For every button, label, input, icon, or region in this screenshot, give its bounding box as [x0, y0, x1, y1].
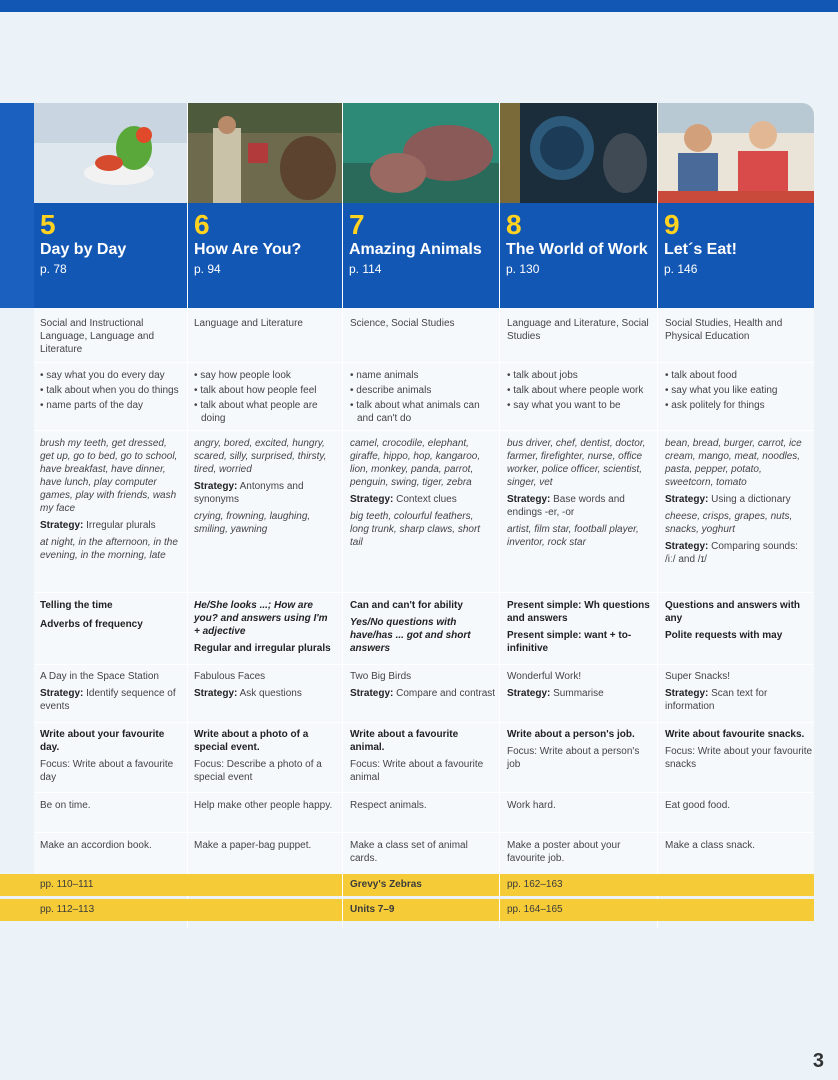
reading-cell: [350, 670, 496, 704]
reading-cell: [507, 670, 653, 704]
writing-task: Write about your favourite day.: [40, 729, 165, 753]
function-item: • talk about where people work: [507, 384, 653, 397]
unit-title: Day by Day: [40, 241, 127, 258]
writing-focus: Focus: Write about a favourite animal: [350, 759, 484, 783]
value-cell: Help make other people happy.: [194, 800, 333, 811]
strategy-text: Scan text for information: [665, 688, 768, 712]
function-item: • say what you want to be: [507, 399, 653, 412]
subject-cell: Language and Literature: [194, 318, 303, 329]
reading-title: Wonderful Work!: [507, 671, 582, 682]
vocab-cell: [350, 437, 494, 553]
writing-cell: [507, 728, 653, 775]
strategy-label: Strategy:: [40, 688, 84, 699]
unit-page: p. 114: [349, 262, 382, 276]
vocab-cell: [665, 437, 809, 570]
unit-9-photo: [658, 103, 814, 203]
strategy-text: Ask questions: [239, 688, 302, 699]
project-cell: Make an accordion book.: [40, 840, 152, 851]
strategy-label: Strategy:: [194, 688, 238, 699]
unit-6-header: [188, 203, 342, 308]
unit-number: 8: [506, 209, 522, 240]
strategy-text: Base words and endings -er, -or: [507, 494, 625, 518]
strategy-text: Using a dictionary: [711, 494, 791, 505]
grammar-point: Present simple: want + to- infinitive: [507, 630, 632, 654]
functions-cell: [350, 369, 492, 427]
functions-cell: [665, 369, 809, 414]
strategy-label: Strategy:: [665, 494, 709, 505]
writing-task: Write about a person's job.: [507, 729, 635, 740]
functions-cell: [507, 369, 653, 414]
writing-focus: Focus: Write about a favourite day: [40, 759, 174, 783]
unit-9-header: [658, 203, 814, 308]
review-pages: pp. 110–111: [40, 879, 94, 890]
grammar-point: Questions and answers with any: [665, 600, 801, 624]
row-divider: [34, 722, 814, 723]
unit-7-photo: [343, 103, 500, 203]
vocab-words: bean, bread, burger, carrot, ice cream, mango, meat, noodles, pasta, pepper, potato, sweetcorn, tomato: [665, 438, 802, 488]
row-divider: [34, 592, 814, 593]
strategy-label: Strategy:: [507, 494, 551, 505]
unit-6-photo: [188, 103, 343, 203]
value-cell: Eat good food.: [665, 800, 731, 811]
strategy-text: Summarise: [553, 688, 604, 699]
strategy-label: Strategy:: [665, 541, 709, 552]
vocab-cell: [40, 437, 182, 566]
grammar-cell: [507, 599, 653, 659]
strategy-label: Strategy:: [194, 481, 238, 492]
subject-cell: Social Studies, Health and Physical Education: [665, 318, 783, 342]
unit-number: 7: [349, 209, 365, 240]
unit-number: 5: [40, 209, 56, 240]
unit-page: p. 130: [506, 262, 540, 276]
writing-focus: Focus: Write about your favourite snacks: [665, 746, 813, 770]
unit-number: 6: [194, 209, 210, 240]
vocab-cell: [194, 437, 336, 540]
review-title: Units 7–9: [350, 904, 395, 915]
strategy-text: Comparing sounds: /iː/ and /ɪ/: [665, 541, 798, 565]
grammar-cell: [350, 599, 494, 659]
function-item: • talk about how people feel: [194, 384, 336, 397]
strategy-text: Antonyms and synonyms: [194, 481, 304, 505]
function-item: • say what you like eating: [665, 384, 809, 397]
writing-cell: [665, 728, 813, 775]
column-divider: [499, 874, 500, 921]
writing-task: Write about favourite snacks.: [665, 729, 805, 740]
vocab-words-extra: artist, film star, football player, inventor, rock star: [507, 524, 639, 548]
unit-page: p. 78: [40, 262, 67, 276]
row-divider: [34, 430, 814, 431]
reading-cell: [194, 670, 336, 704]
vocab-words-extra: cheese, crisps, grapes, nuts, snacks, yoghurt: [665, 511, 793, 535]
row-divider: [34, 792, 814, 793]
reading-cell: [665, 670, 809, 717]
writing-focus: Focus: Describe a photo of a special event: [194, 759, 322, 783]
unit-page: p. 94: [194, 262, 221, 276]
reading-title: Super Snacks!: [665, 671, 731, 682]
strategy-text: Compare and contrast: [396, 688, 496, 699]
function-item: • name parts of the day: [40, 399, 182, 412]
strategy-text: Identify sequence of events: [40, 688, 176, 712]
writing-focus: Focus: Write about a person's job: [507, 746, 640, 770]
grammar-point: Present simple: Wh questions and answers: [507, 600, 650, 624]
subject-cell: Science, Social Studies: [350, 318, 455, 329]
function-item: • talk about what people are doing: [194, 399, 336, 425]
vocab-words-extra: at night, in the afternoon, in the evening, in the morning, late: [40, 537, 178, 561]
function-item: • talk about what animals can and can't do: [350, 399, 492, 425]
reading-title: Fabulous Faces: [194, 671, 266, 682]
strategy-label: Strategy:: [40, 520, 84, 531]
function-item: • say how people look: [194, 369, 336, 382]
subject-cell: Language and Literature, Social Studies: [507, 318, 649, 342]
unit-5-photo: [34, 103, 188, 203]
column-divider: [657, 103, 658, 928]
review-row: [0, 899, 814, 921]
subject-cell: Social and Instructional Language, Language and Literature: [40, 318, 155, 355]
unit-title: Let´s Eat!: [664, 241, 737, 258]
strategy-label: Strategy:: [350, 494, 394, 505]
writing-cell: [350, 728, 494, 788]
strategy-text: Irregular plurals: [86, 520, 156, 531]
column-divider: [342, 874, 343, 921]
reading-title: A Day in the Space Station: [40, 671, 159, 682]
unit-5-header: [34, 203, 187, 308]
vocab-words: angry, bored, excited, hungry, scared, silly, surprised, thirsty, tired, worried: [194, 438, 327, 475]
vocab-words-extra: crying, frowning, laughing, smiling, yawning: [194, 511, 311, 535]
unit-8-header: [500, 203, 657, 308]
project-cell: Make a poster about your favourite job.: [507, 840, 621, 864]
function-item: • describe animals: [350, 384, 492, 397]
row-divider: [34, 362, 814, 363]
strategy-label: Strategy:: [665, 688, 709, 699]
left-blue-stripe: [0, 103, 34, 308]
grammar-point: Telling the time: [40, 600, 113, 611]
grammar-cell: [665, 599, 809, 646]
vocab-cell: [507, 437, 651, 553]
grammar-point: Polite requests with may: [665, 630, 783, 641]
strategy-label: Strategy:: [350, 688, 394, 699]
vocab-words: brush my teeth, get dressed, get up, go to bed, go to school, have breakfast, have dinner, have lunch, play computer games, play with friends, wash my face: [40, 438, 178, 514]
unit-7-header: [343, 203, 499, 308]
function-item: • talk about food: [665, 369, 809, 382]
project-cell: Make a class snack.: [665, 840, 756, 851]
project-cell: Make a class set of animal cards.: [350, 840, 468, 864]
function-item: • name animals: [350, 369, 492, 382]
writing-cell: [40, 728, 180, 788]
column-divider: [499, 103, 500, 928]
reading-cell: [40, 670, 182, 717]
grammar-point: He/She looks ...; How are you? and answers using I'm + adjective: [194, 600, 328, 637]
review-pages: pp. 112–113: [40, 904, 95, 915]
column-divider: [187, 103, 188, 928]
grammar-cell: [194, 599, 336, 659]
unit-8-photo: [500, 103, 658, 203]
grammar-point: Adverbs of frequency: [40, 619, 143, 630]
grammar-point: Regular and irregular plurals: [194, 643, 331, 654]
unit-title: The World of Work: [506, 241, 648, 258]
project-cell: Make a paper-bag puppet.: [194, 840, 312, 851]
value-cell: Respect animals.: [350, 800, 427, 811]
vocab-words: bus driver, chef, dentist, doctor, farmer, firefighter, nurse, office worker, police officer, scientist, singer, vet: [507, 438, 646, 488]
grammar-cell: [40, 599, 182, 635]
vocab-words-extra: big teeth, colourful feathers, long trunk, sharp claws, short tail: [350, 511, 481, 548]
vocab-words: camel, crocodile, elephant, giraffe, hippo, hop, kangaroo, lion, monkey, panda, parrot, penguin, swing, tiger, zebra: [350, 438, 481, 488]
writing-task: Write about a favourite animal.: [350, 729, 459, 753]
unit-number: 9: [664, 209, 680, 240]
strategy-label: Strategy:: [507, 688, 551, 699]
function-item: • talk about when you do things: [40, 384, 182, 397]
strategy-text: Context clues: [396, 494, 457, 505]
grammar-point: Yes/No questions with have/has ... got and short answers: [350, 617, 471, 654]
review-title: Grevy's Zebras: [350, 879, 422, 890]
writing-task: Write about a photo of a special event.: [194, 729, 309, 753]
reading-title: Two Big Birds: [350, 671, 412, 682]
unit-page: p. 146: [664, 262, 698, 276]
function-item: • talk about jobs: [507, 369, 653, 382]
review-pages: pp. 164–165: [507, 904, 563, 915]
function-item: • say what you do every day: [40, 369, 182, 382]
unit-title: How Are You?: [194, 241, 302, 258]
row-divider: [34, 832, 814, 833]
unit-title: Amazing Animals: [349, 241, 482, 258]
column-divider: [342, 103, 343, 928]
page-number: 3: [812, 1050, 824, 1072]
functions-cell: [194, 369, 336, 427]
value-cell: Be on time.: [40, 800, 91, 811]
grammar-point: Can and can't for ability: [350, 600, 463, 611]
review-pages: pp. 162–163: [507, 879, 563, 890]
function-item: • ask politely for things: [665, 399, 809, 412]
functions-cell: [40, 369, 182, 414]
value-cell: Work hard.: [507, 800, 556, 811]
top-blue-bar: [0, 0, 838, 12]
writing-cell: [194, 728, 334, 788]
row-divider: [34, 664, 814, 665]
